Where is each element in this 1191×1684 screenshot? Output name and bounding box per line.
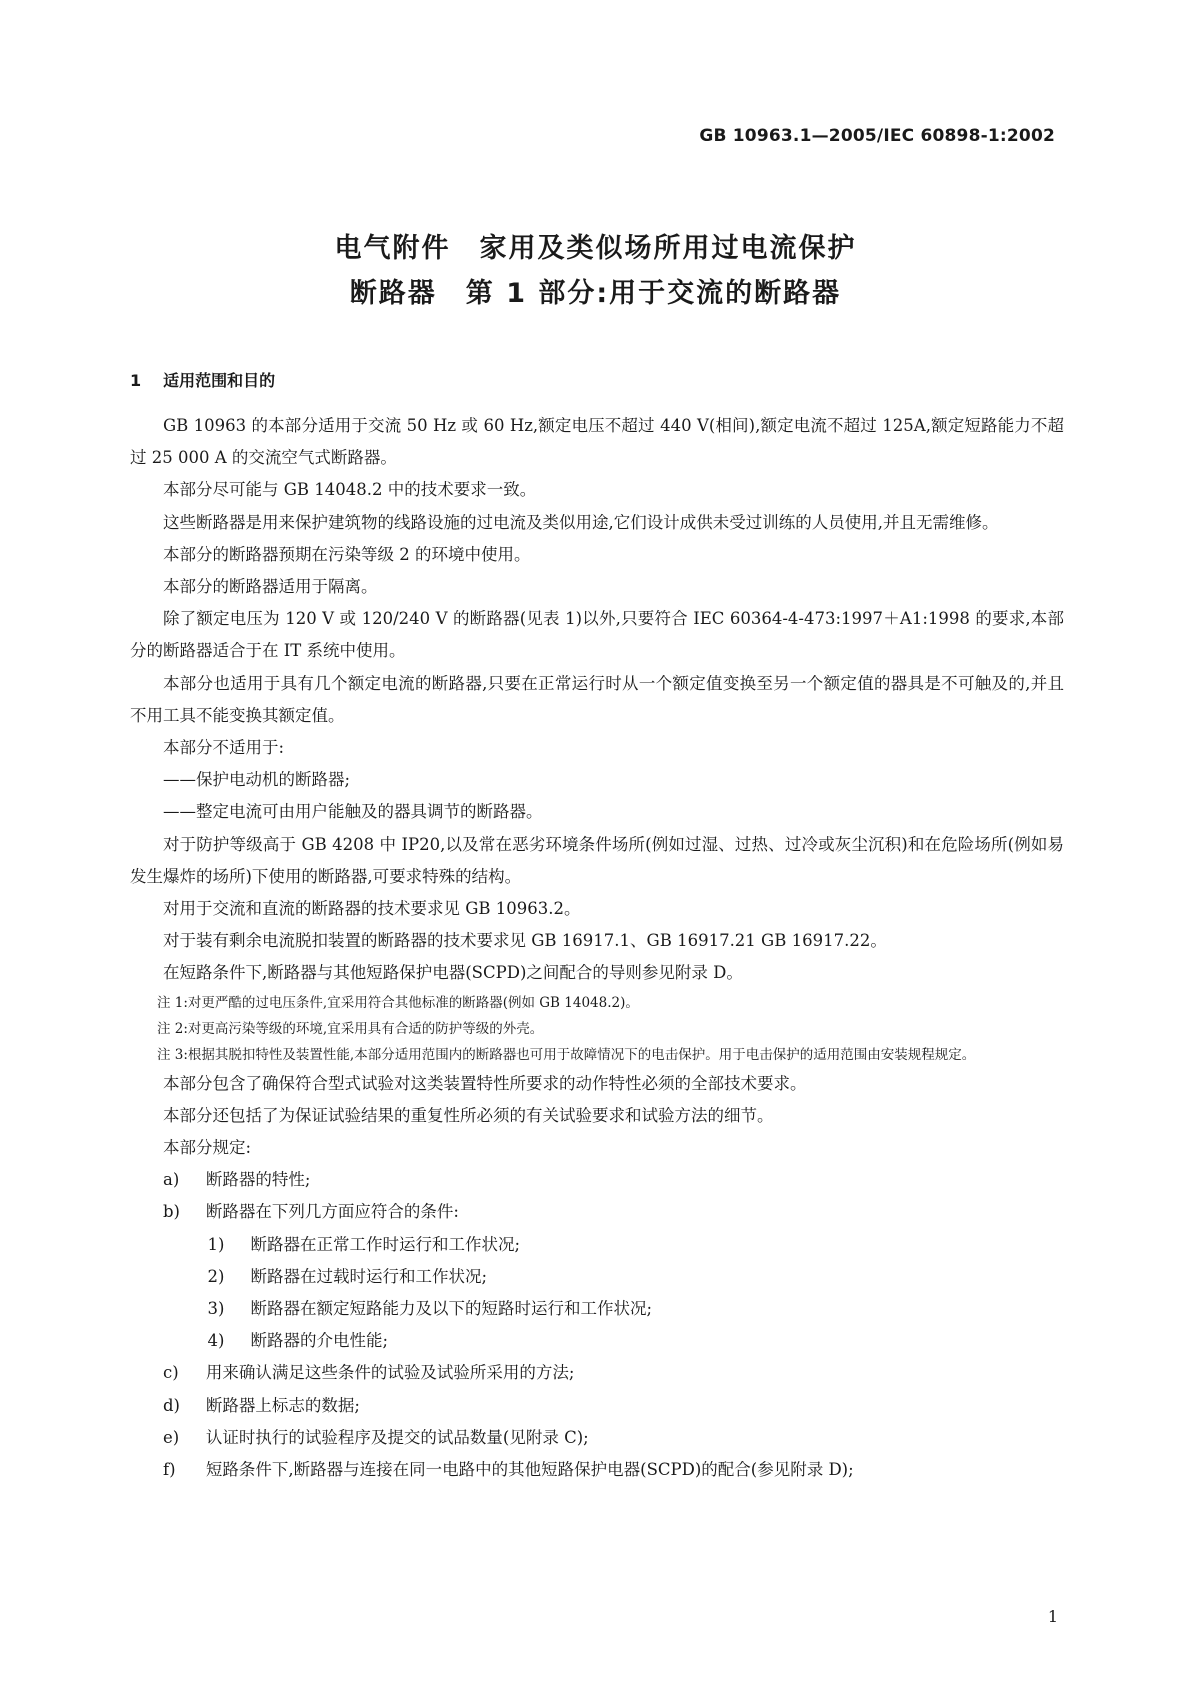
section-body <box>130 410 1064 1486</box>
list-text: 用来确认满足这些条件的试验及试验所采用的方法; <box>205 1363 575 1383</box>
list-item <box>163 1422 1064 1454</box>
list-label: f) <box>163 1460 176 1480</box>
sub-list-item <box>208 1229 1064 1261</box>
list-text: 认证时执行的试验程序及提交的试品数量(见附录 C); <box>205 1427 589 1447</box>
list-label: 4) <box>207 1331 225 1351</box>
list-label: 1) <box>207 1234 225 1254</box>
list-text: 断路器在正常工作时运行和工作状况; <box>250 1234 520 1254</box>
document-title-line-2: 断路器 第 1 部分:用于交流的断路器 <box>349 278 842 309</box>
paragraph: 对用于交流和直流的断路器的技术要求见 GB 10963.2。 <box>163 899 581 919</box>
list-text: 断路器在过载时运行和工作状况; <box>250 1266 487 1286</box>
standard-number-header: GB 10963.1—2005/IEC 60898-1:2002 <box>699 126 1055 146</box>
note: 注 3:根据其脱扣特性及装置性能,本部分适用范围内的断路器也可用于故障情况下的电击保护。用于电击保护的适用范围由安装规程规定。 <box>157 1046 976 1063</box>
paragraph: 本部分的断路器预期在污染等级 2 的环境中使用。 <box>163 544 531 564</box>
paragraph: 本部分不适用于: <box>163 738 285 758</box>
list-label: 2) <box>207 1266 225 1286</box>
list-label: a) <box>163 1170 180 1190</box>
paragraph: 这些断路器是用来保护建筑物的线路设施的过电流及类似用途,它们设计成供未受过训练的人员使用,并且无需维修。 <box>163 512 999 532</box>
paragraph: 本部分包含了确保符合型式试验对这类装置特性所要求的动作特性必须的全部技术要求。 <box>163 1073 807 1093</box>
list-label: b) <box>163 1202 180 1222</box>
dash-item: ——整定电流可由用户能触及的器具调节的断路器。 <box>163 802 543 822</box>
list-label: c) <box>163 1363 179 1383</box>
list-label: 3) <box>207 1299 225 1319</box>
sub-list-item <box>208 1293 1064 1325</box>
section-number: 1 <box>130 371 142 390</box>
section-heading <box>130 368 275 391</box>
paragraph: 本部分的断路器适用于隔离。 <box>163 577 378 597</box>
paragraph: 除了额定电压为 120 V 或 120/240 V 的断路器(见表 1)以外,只要符合 IEC 60364-4-473:1997＋A1:1998 的要求,本部分的断路器适合于在 IT 系统中使用。 <box>130 609 1064 661</box>
list-item <box>163 1357 1064 1389</box>
list-text: 断路器的特性; <box>205 1170 311 1190</box>
page-number: 1 <box>1047 1607 1058 1626</box>
note: 注 1:对更严酷的过电压条件,宜采用符合其他标准的断路器(例如 GB 14048.2)。 <box>157 994 639 1011</box>
list-text: 断路器上标志的数据; <box>205 1395 360 1415</box>
paragraph: 在短路条件下,断路器与其他短路保护电器(SCPD)之间配合的导则参见附录 D。 <box>163 963 743 983</box>
paragraph: 本部分也适用于具有几个额定电流的断路器,只要在正常运行时从一个额定值变换至另一个额定值的器具是不可触及的,并且不用工具不能变换其额定值。 <box>130 673 1064 725</box>
paragraph: 本部分规定: <box>163 1138 252 1158</box>
list-item <box>163 1196 1064 1228</box>
note: 注 2:对更高污染等级的环境,宜采用具有合适的防护等级的外壳。 <box>157 1020 544 1037</box>
document-title-line-1: 电气附件 家用及类似场所用过电流保护 <box>334 233 857 264</box>
list-label: d) <box>163 1395 180 1415</box>
list-item <box>163 1390 1064 1422</box>
paragraph: GB 10963 的本部分适用于交流 50 Hz 或 60 Hz,额定电压不超过 440 V(相间),额定电流不超过 125A,额定短路能力不超过 25 000 A 的交流空气式断路器。 <box>130 416 1064 468</box>
list-item <box>163 1454 1064 1486</box>
list-label: e) <box>163 1427 180 1447</box>
sub-list-item <box>208 1325 1064 1357</box>
list-item <box>163 1164 1064 1196</box>
dash-item: ——保护电动机的断路器; <box>163 770 351 790</box>
sub-list-item <box>208 1261 1064 1293</box>
list-text: 短路条件下,断路器与连接在同一电路中的其他短路保护电器(SCPD)的配合(参见附录 D); <box>205 1460 854 1480</box>
list-text: 断路器的介电性能; <box>250 1331 388 1351</box>
list-text: 断路器在额定短路能力及以下的短路时运行和工作状况; <box>250 1299 652 1319</box>
paragraph: 本部分还包括了为保证试验结果的重复性所必须的有关试验要求和试验方法的细节。 <box>163 1105 774 1125</box>
paragraph: 对于装有剩余电流脱扣装置的断路器的技术要求见 GB 16917.1、GB 16917.21 GB 16917.22。 <box>163 931 887 951</box>
paragraph: 对于防护等级高于 GB 4208 中 IP20,以及常在恶劣环境条件场所(例如过湿、过热、过冷或灰尘沉积)和在危险场所(例如易发生爆炸的场所)下使用的断路器,可要求特殊的结构。 <box>130 834 1064 886</box>
section-title: 适用范围和目的 <box>163 371 276 390</box>
paragraph: 本部分尽可能与 GB 14048.2 中的技术要求一致。 <box>163 480 537 500</box>
list-text: 断路器在下列几方面应符合的条件: <box>205 1202 459 1222</box>
